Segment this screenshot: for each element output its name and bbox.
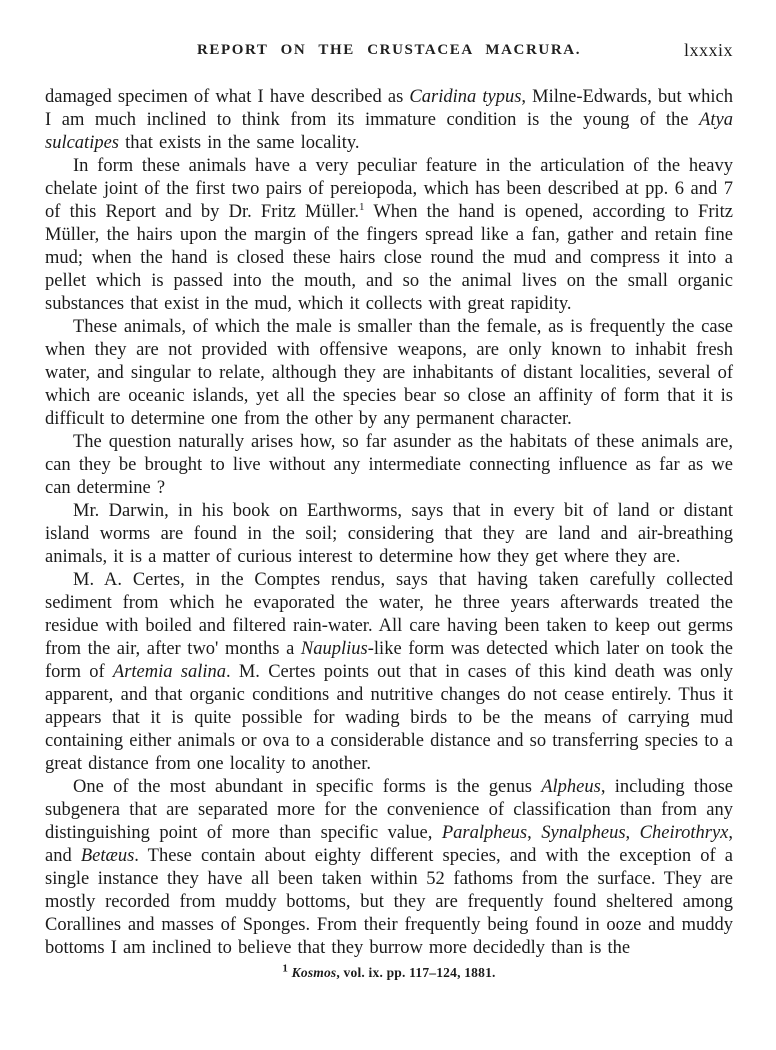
- species-name: Artemia salina: [112, 662, 226, 682]
- species-name: Atya sulcatipes: [45, 110, 733, 153]
- footnote: [45, 962, 733, 981]
- species-name: Alpheus: [541, 777, 601, 797]
- species-name: Paralpheus: [441, 823, 528, 843]
- text-run: Mr. Darwin, in his book on Earthworms, says that in every bit of land or distant island worms are found in the soil; considering that they are land and air-breathing animals, it is a matter of curious interest to determine how they get where they are.: [45, 501, 733, 567]
- text-run: When the hand is opened, according to Fritz Müller, the hairs upon the margin of the fingers spread like a fan, gather and retain fine mud; when the hand is closed these hairs close round the mud and compress it into a pellet which is passed into the mouth, and so the animal lives on the small organic substances that exist in the mud, which it collects with great rapidity.: [45, 202, 733, 314]
- text-run: , and: [45, 823, 733, 866]
- species-name: Caridina typus: [409, 87, 522, 107]
- text-run: -like form was detected which later on took the form of: [45, 639, 733, 682]
- footnote-marker: 1: [358, 200, 365, 213]
- page-number: lxxxix: [683, 40, 733, 60]
- text-run: One of the most abundant in specific forms is the genus: [73, 777, 542, 797]
- species-name: Synalpheus: [541, 823, 626, 843]
- species-name: Cheirothryx: [639, 823, 729, 843]
- paragraph: [45, 155, 733, 316]
- text-run: In form these animals have a very peculiar feature in the articulation of the heavy chelate joint of the first two pairs of pereiopoda, which has been described at pp. 6 and 7 of this Report and by Dr. Fritz Müller.: [45, 156, 733, 222]
- species-name: Nauplius: [300, 639, 368, 659]
- page-header: [45, 42, 733, 62]
- text-run: . M. Certes points out that in cases of this kind death was only apparent, and that organic conditions and nutritive changes do not cease entirely. Thus it appears that it is quite possible for wading birds to be the means of carrying mud containing either animals or ova to a considerable distance and so transferring species to a great distance from one locality to another.: [45, 662, 734, 774]
- paragraph: [45, 569, 733, 776]
- text-run: damaged specimen of what I have described as: [45, 87, 410, 107]
- running-title: REPORT ON THE CRUSTACEA MACRURA.: [196, 42, 582, 58]
- text-run: ,: [625, 823, 640, 843]
- paragraph: [45, 500, 733, 569]
- species-name: Kosmos: [291, 965, 337, 980]
- text-run: ,: [527, 823, 542, 843]
- paragraph: [45, 86, 733, 155]
- text-run: The question naturally arises how, so far asunder as the habitats of these animals are, can they be brought to live without any intermediate connecting influence as far as we can determine ?: [45, 432, 733, 498]
- text-run: that exists in the same locality.: [119, 133, 360, 153]
- text-run: . These contain about eighty different species, and with the exception of a single instance they have all been taken within 52 fathoms from the surface. They are mostly recorded from muddy bottoms, but they are frequently found sheltered among Corallines and masses of Sponges. From their frequently being found in ooze and muddy bottoms I am inclined to believe that they burrow more decidedly than is the: [45, 846, 733, 958]
- paragraph: [45, 776, 733, 960]
- paragraph: [45, 431, 733, 500]
- text-run: , including those subgenera that are separated more for the convenience of classification than from any distinguishing point of more than specific value,: [45, 777, 733, 843]
- text-run: M. A. Certes, in the Comptes rendus, says that having taken carefully collected sediment from which he evaporated the water, he three years afterwards treated the residue with boiled and filtered rain-water. All care having been taken to keep out germs from the air, after two' months a: [45, 570, 733, 659]
- text-run: , Milne-Edwards, but which I am much inclined to think from its immature condition is the young of the: [45, 87, 733, 130]
- body-text: [45, 86, 733, 960]
- text-run: These animals, of which the male is smaller than the female, as is frequently the case when they are not provided with offensive weapons, are only known to inhabit fresh water, and singular to relate, although they are inhabitants of distant localities, several of which are oceanic islands, yet all the species bear so close an affinity of form that it is difficult to determine one from the other by any permanent character.: [45, 317, 733, 429]
- text-run: , vol. ix. pp. 117–124, 1881.: [336, 965, 496, 980]
- paragraph: [45, 316, 733, 431]
- footnote-marker: 1: [282, 962, 289, 975]
- species-name: Betæus: [80, 846, 135, 866]
